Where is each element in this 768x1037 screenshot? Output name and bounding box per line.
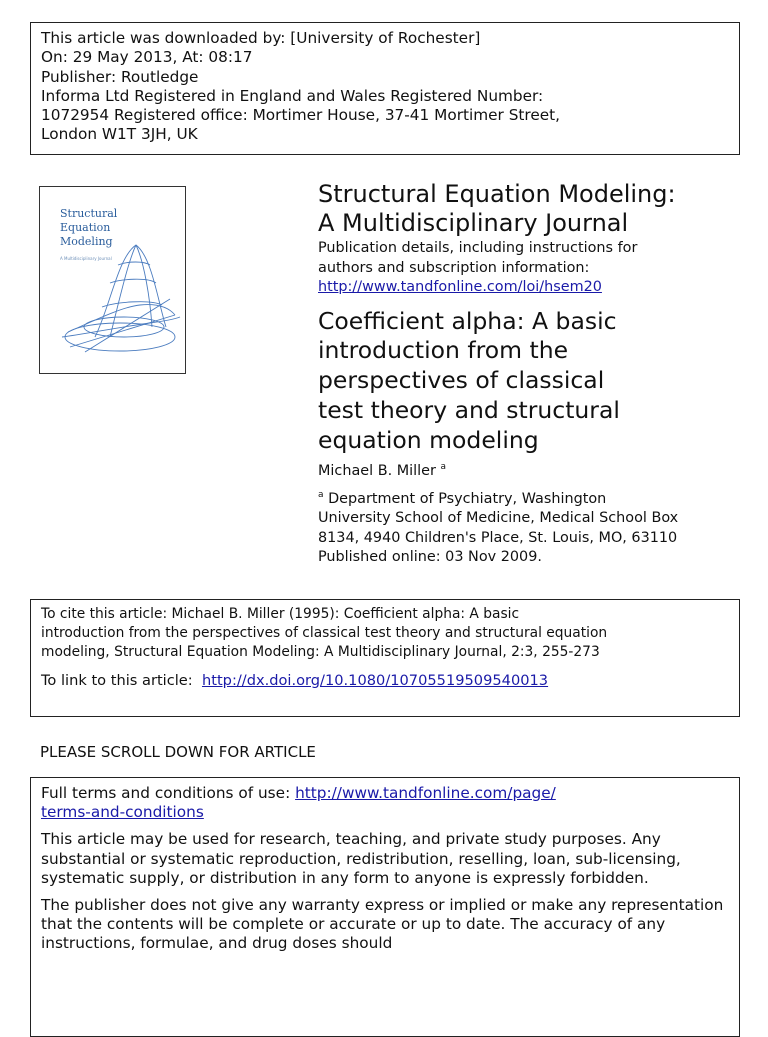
terms-box <box>30 777 740 1037</box>
scroll-notice: PLEASE SCROLL DOWN FOR ARTICLE <box>40 743 316 761</box>
download-line: This article was downloaded by: [University of Rochester] <box>41 29 481 47</box>
affiliation-line: 8134, 4940 Children's Place, St. Louis, MO, 63110 <box>318 529 678 546</box>
article-link-label: To link to this article: <box>41 671 193 689</box>
published-date: Published online: 03 Nov 2009. <box>318 549 542 566</box>
doi-link[interactable]: http://dx.doi.org/10.1080/10705519509540013 <box>201 671 549 689</box>
download-info-box <box>30 22 740 155</box>
article-info <box>318 180 748 568</box>
journal-url-link[interactable]: http://www.tandfonline.com/loi/hsem20 <box>318 279 602 295</box>
registered-office: 1072954 Registered office: Mortimer House, 37-41 Mortimer Street, <box>41 106 561 125</box>
author-affiliation-marker: a <box>440 462 446 473</box>
affiliation-marker: a <box>318 489 324 500</box>
terms-url-link[interactable]: terms-and-conditions <box>41 803 204 822</box>
terms-label: Full terms and conditions of use: <box>41 784 291 802</box>
citation-line: modeling, Structural Equation Modeling: A Multidisciplinary Journal, 2:3, 255-273 <box>41 644 600 661</box>
cover-subtitle: A Multidisciplinary Journal <box>60 256 112 261</box>
journal-cover-image <box>39 186 186 374</box>
article-title-line: equation modeling <box>318 425 539 454</box>
cover-title-line: Equation <box>60 221 111 234</box>
cover-title-line: Modeling <box>60 235 113 248</box>
article-title-line: introduction from the <box>318 336 569 365</box>
publisher: Publisher: Routledge <box>41 67 199 86</box>
citation-line: To cite this article: Michael B. Miller (1995): Coefficient alpha: A basic <box>41 606 520 622</box>
terms-heading <box>41 784 729 822</box>
article-link-row <box>41 671 729 690</box>
author-name-text: Michael B. Miller <box>318 463 436 480</box>
journal-title <box>318 180 748 238</box>
citation-line: introduction from the perspectives of classical test theory and structural equation <box>41 625 608 642</box>
journal-title-line: A Multidisciplinary Journal <box>318 209 629 237</box>
journal-cover-art <box>40 187 184 372</box>
article-title-line: test theory and structural <box>318 395 620 424</box>
download-date: On: 29 May 2013, At: 08:17 <box>41 48 253 67</box>
author-name <box>318 458 748 482</box>
terms-url-link[interactable]: http://www.tandfonline.com/page/ <box>295 784 556 802</box>
affiliation-line: Department of Psychiatry, Washington <box>328 490 607 507</box>
article-title-line: Coefficient alpha: A basic <box>318 306 617 335</box>
registration-line: Informa Ltd Registered in England and Wales Registered Number: <box>41 86 544 105</box>
publication-details-line: Publication details, including instructions for <box>318 240 638 256</box>
cover-title-line: Structural <box>60 207 118 220</box>
citation-box <box>30 599 740 717</box>
disclaimer-paragraph: The publisher does not give any warranty express or implied or make any representation that the contents will be complete or accurate or up to date. The accuracy of any instructions, formulae, and drug doses should <box>41 896 724 953</box>
author-affiliation <box>318 486 748 568</box>
publication-details <box>318 239 748 298</box>
address-line: London W1T 3JH, UK <box>41 125 198 144</box>
journal-title-line: Structural Equation Modeling: <box>318 180 676 208</box>
article-title <box>318 307 748 456</box>
article-title-line: perspectives of classical <box>318 366 605 395</box>
affiliation-line: University School of Medicine, Medical School Box <box>318 510 679 527</box>
terms-paragraph: This article may be used for research, teaching, and private study purposes. Any substantial or systematic reproduction, redistribution, reselling, loan, sub-licensing, systematic supply, or distribution in any form to anyone is expressly forbidden. <box>41 830 681 887</box>
publication-details-line: authors and subscription information: <box>318 259 590 276</box>
